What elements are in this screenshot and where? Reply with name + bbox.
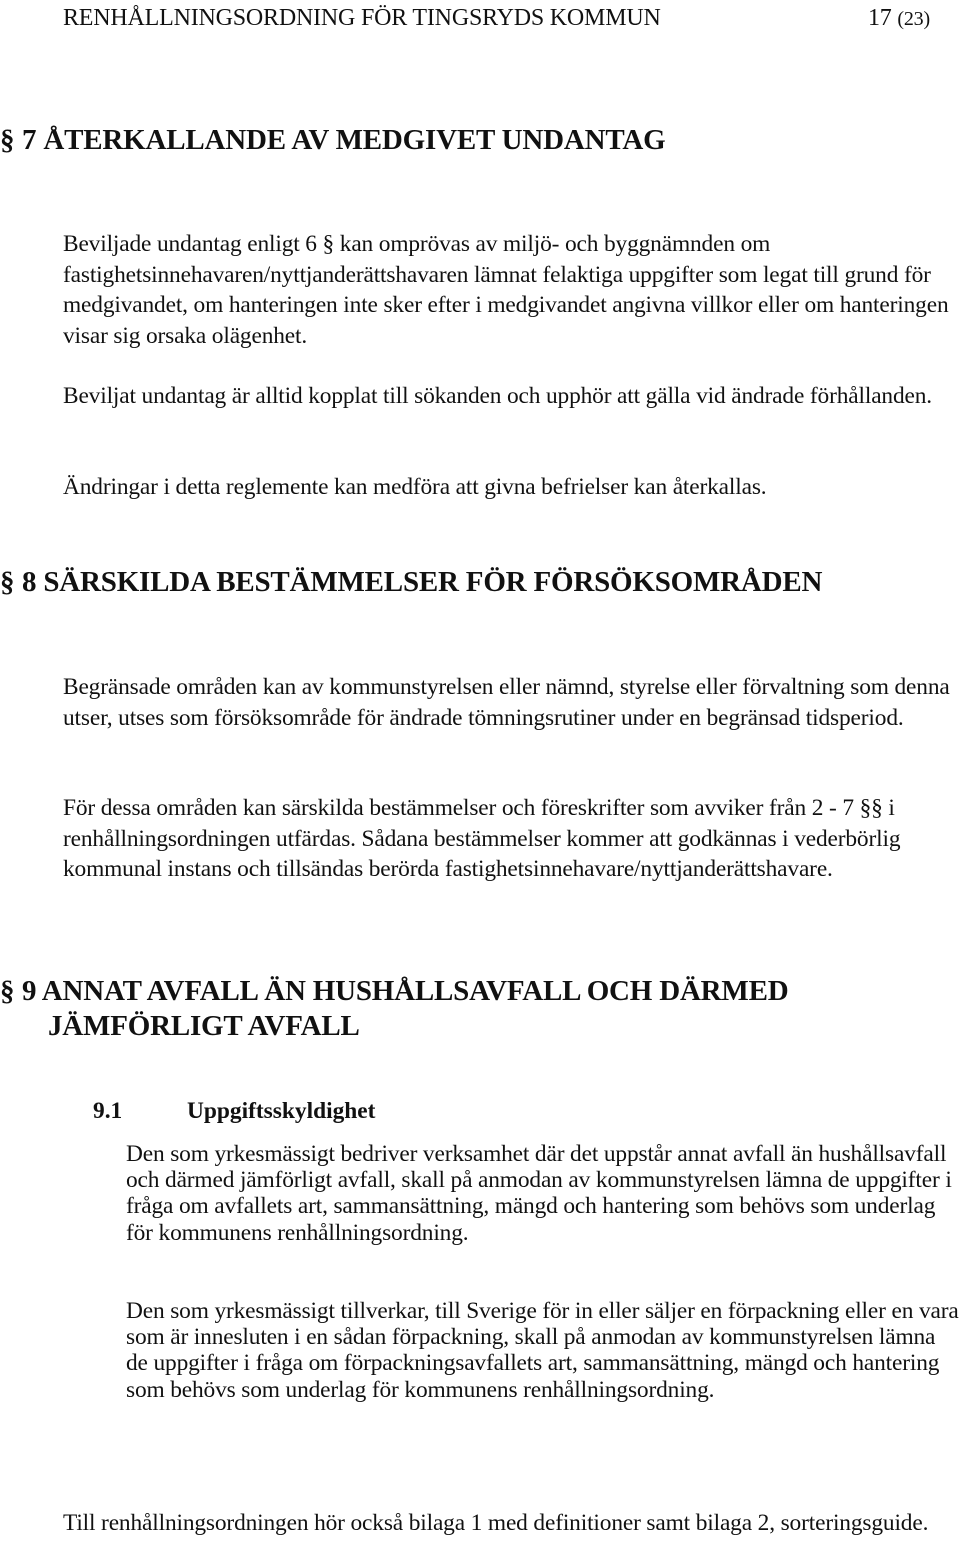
section-8-title: 8 SÄRSKILDA BESTÄMMELSER FÖR FÖRSÖKSOMRÅDEN: [22, 566, 823, 598]
subsection-9-1-heading: [93, 1096, 375, 1126]
section-7-paragraph-1: Beviljade undantag enligt 6 § kan omprövas av miljö- och byggnämnden om fastighetsinnehavaren/nyttjanderättshavaren lämnat felaktiga uppgifter som legat till grund för medgivandet, om hanteringen inte sker efter i medgivandet angivna villkor eller om hanteringen visar sig orsaka olägenhet.: [63, 231, 949, 349]
page-number: [868, 4, 930, 33]
section-9-title-line-1: 9 ANNAT AVFALL ÄN HUSHÅLLSAVFALL OCH DÄRMED: [22, 975, 789, 1007]
section-7-paragraph-3: Ändringar i detta reglemente kan medföra att givna befrielser kan återkallas.: [63, 474, 767, 500]
page-header: [63, 4, 943, 32]
section-7-paragraph-2: Beviljat undantag är alltid kopplat till sökanden och upphör att gälla vid ändrade förhållanden.: [63, 383, 932, 409]
page-number-total: (23): [897, 8, 930, 30]
section-mark: §: [0, 566, 15, 598]
section-mark: §: [0, 975, 15, 1007]
page-number-current: 17: [868, 5, 892, 31]
section-7-heading: [0, 123, 665, 158]
closing-paragraph: Till renhållningsordningen hör också bilaga 1 med definitioner samt bilaga 2, sorteringsguide.: [63, 1510, 929, 1536]
section-mark: §: [0, 124, 15, 156]
section-8-paragraph-2: För dessa områden kan särskilda bestämmelser och föreskrifter som avviker från 2 - 7 §§ i renhållningsordningen utfärdas. Sådana bestämmelser kommer att godkännas i vederbörlig kommunal instans och tillsändas berörda fastighetsinnehavare/nyttjanderättshavare.: [63, 795, 901, 882]
section-9-paragraph-2: Den som yrkesmässigt tillverkar, till Sverige för in eller säljer en förpackning eller en vara som är innesluten i en sådan förpackning, skall på anmodan av kommunstyrelsen lämna de uppgifter i fråga om förpackningsavfallets art, sammansättning, mängd och hantering som behövs som underlag för kommunens renhållningsordning.: [126, 1298, 959, 1403]
document-title: RENHÅLLNINGSORDNING FÖR TINGSRYDS KOMMUN: [63, 5, 661, 31]
section-8-heading: [0, 565, 822, 600]
subsection-number: 9.1: [93, 1098, 123, 1124]
section-9-title-line-2: JÄMFÖRLIGT AVFALL: [48, 1010, 360, 1042]
section-9-heading: [0, 974, 789, 1044]
subsection-title: Uppgiftsskyldighet: [187, 1098, 376, 1124]
section-9-paragraph-1: Den som yrkesmässigt bedriver verksamhet där det uppstår annat avfall än hushållsavfall och därmed jämförligt avfall, skall på anmodan av kommunstyrelsen lämna de uppgifter i fråga om avfallets art, sammansättning, mängd och hantering som behövs som underlag för kommunens renhållningsordning.: [126, 1141, 952, 1246]
section-8-paragraph-1: Begränsade områden kan av kommunstyrelsen eller nämnd, styrelse eller förvaltning som denna utser, utses som försöksområde för ändrade tömningsrutiner under en begränsad tidsperiod.: [63, 674, 950, 731]
section-7-title: 7 ÅTERKALLANDE AV MEDGIVET UNDANTAG: [22, 124, 666, 156]
